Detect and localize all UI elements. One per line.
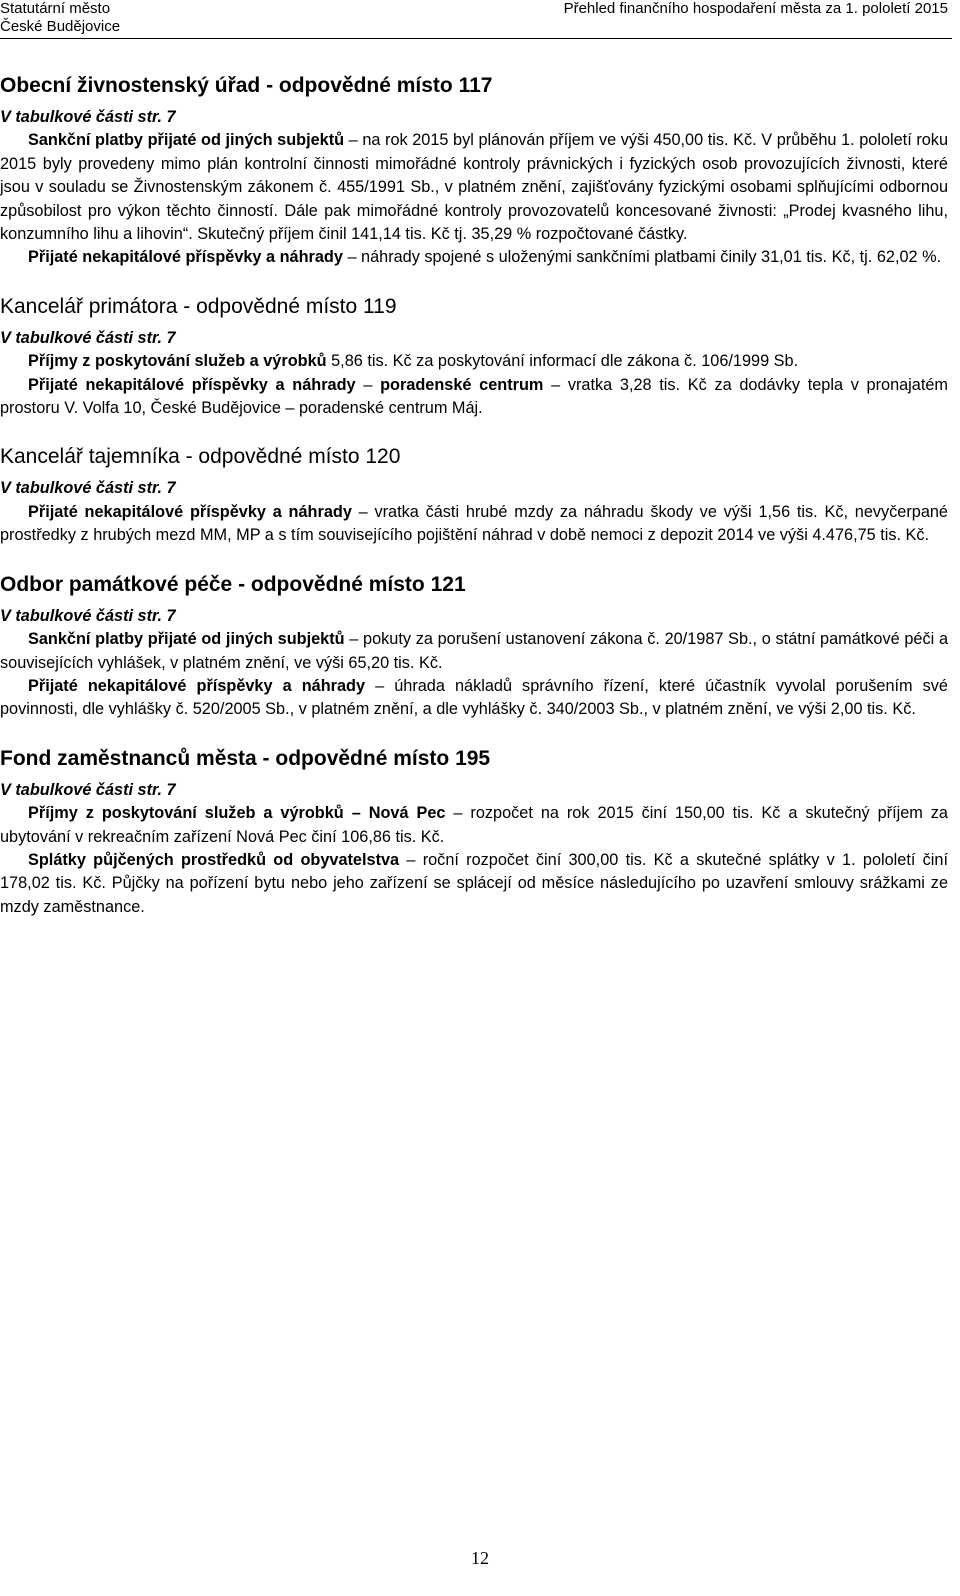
paragraph-lead: Přijaté nekapitálové příspěvky a náhrady bbox=[28, 248, 343, 267]
header-city-name: České Budějovice bbox=[0, 18, 121, 35]
paragraph-text: 5,86 tis. Kč za poskytování informací dle zákona č. 106/1999 Sb. bbox=[326, 352, 799, 371]
paragraph-lead: Splátky půjčených prostředků od obyvatelstva bbox=[28, 850, 400, 869]
header-divider bbox=[0, 38, 952, 39]
paragraph bbox=[0, 675, 948, 722]
paragraph-lead: Přijaté nekapitálové příspěvky a náhrady bbox=[28, 375, 356, 394]
section-title: Obecní živnostenský úřad - odpovědné místo 117 bbox=[0, 74, 493, 97]
section-title: Odbor památkové péče - odpovědné místo 121 bbox=[0, 572, 466, 596]
paragraph-text: – rozpočet na rok 2015 činí 150,00 tis. Kč a skutečný příjem za ubytování v rekreačním zařízení Nová Pec činí 106,86 tis. Kč. bbox=[0, 804, 948, 846]
page-header bbox=[0, 0, 960, 40]
paragraph-text: – vratka 3,28 tis. Kč za dodávky tepla v pronajatém prostoru V. Volfa 10, České Budějovice – poradenské centrum Máj. bbox=[0, 375, 948, 418]
paragraph bbox=[0, 628, 948, 675]
paragraph bbox=[0, 246, 948, 269]
document-body bbox=[0, 70, 948, 940]
paragraph bbox=[0, 374, 948, 421]
section-subtitle: V tabulkové části str. 7 bbox=[0, 108, 176, 126]
section-title: Fond zaměstnanců města - odpovědné místo 195 bbox=[0, 746, 491, 770]
paragraph bbox=[0, 802, 948, 849]
paragraph-text: – roční rozpočet činí 300,00 tis. Kč a skutečné splátky v 1. pololetí činí 178,02 tis. Kč. Půjčky na pořízení bytu nebo jeho zařízení se splácejí od měsíce následujícího po uzavření smlouvy srážkami ze mzdy zaměstnance. bbox=[0, 850, 948, 916]
paragraph-text: – bbox=[355, 375, 381, 394]
paragraph bbox=[0, 501, 948, 548]
section-subtitle: V tabulkové části str. 7 bbox=[0, 328, 176, 347]
page-number: 12 bbox=[471, 1548, 489, 1568]
paragraph-text: – náhrady spojené s uloženými sankčními platbami činily 31,01 tis. Kč, tj. 62,02 %. bbox=[342, 248, 942, 267]
section-subtitle: V tabulkové části str. 7 bbox=[0, 606, 176, 625]
paragraph bbox=[0, 350, 948, 373]
paragraph-lead: Příjmy z poskytování služeb a výrobků bbox=[28, 352, 327, 371]
paragraph bbox=[0, 129, 948, 246]
paragraph-lead: Přijaté nekapitálové příspěvky a náhrady bbox=[28, 676, 366, 695]
section-121 bbox=[0, 569, 948, 722]
section-title: Kancelář tajemníka - odpovědné místo 120 bbox=[0, 445, 401, 469]
paragraph-text: – vratka části hrubé mzdy za náhradu škody ve výši 1,56 tis. Kč, nevyčerpané prostředky z hrubých mezd MM, MP a s tím souvisejícího pojištění náhrad v době nemoci z depozit 2014 ve výši 4.476,75 tis. Kč. bbox=[0, 502, 948, 545]
section-195 bbox=[0, 743, 948, 919]
header-city-label: Statutární město bbox=[0, 0, 111, 17]
header-left bbox=[0, 0, 120, 36]
paragraph-text: – na rok 2015 byl plánován příjem ve výši 450,00 tis. Kč. V průběhu 1. pololetí roku 2015 byly provedeny mimo plán kontrolní činnosti mimořádné kontroly právnických i fyzických osob provozujících živnosti, které jsou v souladu se Živnostenským zákonem č. 455/1991 Sb., v platném znění, zajišťovány fyzickými osobami splňujícími odbornou způsobilost pro výkon těchto činností. Dále pak mimořádné kontroly provozovatelů koncesované živnosti: „Prodej kvasného lihu, konzumního lihu a lihovin“. Skutečný příjem činil 141,14 tis. Kč tj. 35,29 % rozpočtované částky. bbox=[0, 131, 948, 244]
section-119 bbox=[0, 291, 948, 421]
header-report-title: Přehled finančního hospodaření města za 1. pololetí 2015 bbox=[563, 0, 948, 17]
section-title: Kancelář primátora - odpovědné místo 119 bbox=[0, 294, 397, 318]
paragraph-text: – úhrada nákladů správního řízení, které účastník vyvolal porušením své povinnosti, dle vyhlášky č. 520/2005 Sb., v platném znění, a dle vyhlášky č. 340/2003 Sb., v platném znění, ve výši 2,00 tis. Kč. bbox=[0, 676, 948, 719]
paragraph-lead: Sankční platby přijaté od jiných subjektů bbox=[28, 131, 345, 150]
paragraph-lead: Sankční platby přijaté od jiných subjektů bbox=[28, 630, 345, 649]
paragraph bbox=[0, 849, 948, 919]
paragraph-lead: Přijaté nekapitálové příspěvky a náhrady bbox=[28, 502, 352, 521]
section-subtitle: V tabulkové části str. 7 bbox=[0, 479, 176, 498]
paragraph-text: – pokuty za porušení ustanovení zákona č. 20/1987 Sb., o státní památkové péči a souvisejících vyhlášek, v platném znění, ve výši 65,20 tis. Kč. bbox=[0, 630, 948, 672]
section-subtitle: V tabulkové části str. 7 bbox=[0, 780, 176, 799]
paragraph-lead: Příjmy z poskytování služeb a výrobků – Nová Pec bbox=[28, 804, 446, 823]
section-117 bbox=[0, 70, 948, 270]
paragraph-lead-secondary: poradenské centrum bbox=[380, 375, 544, 394]
section-120 bbox=[0, 441, 948, 547]
